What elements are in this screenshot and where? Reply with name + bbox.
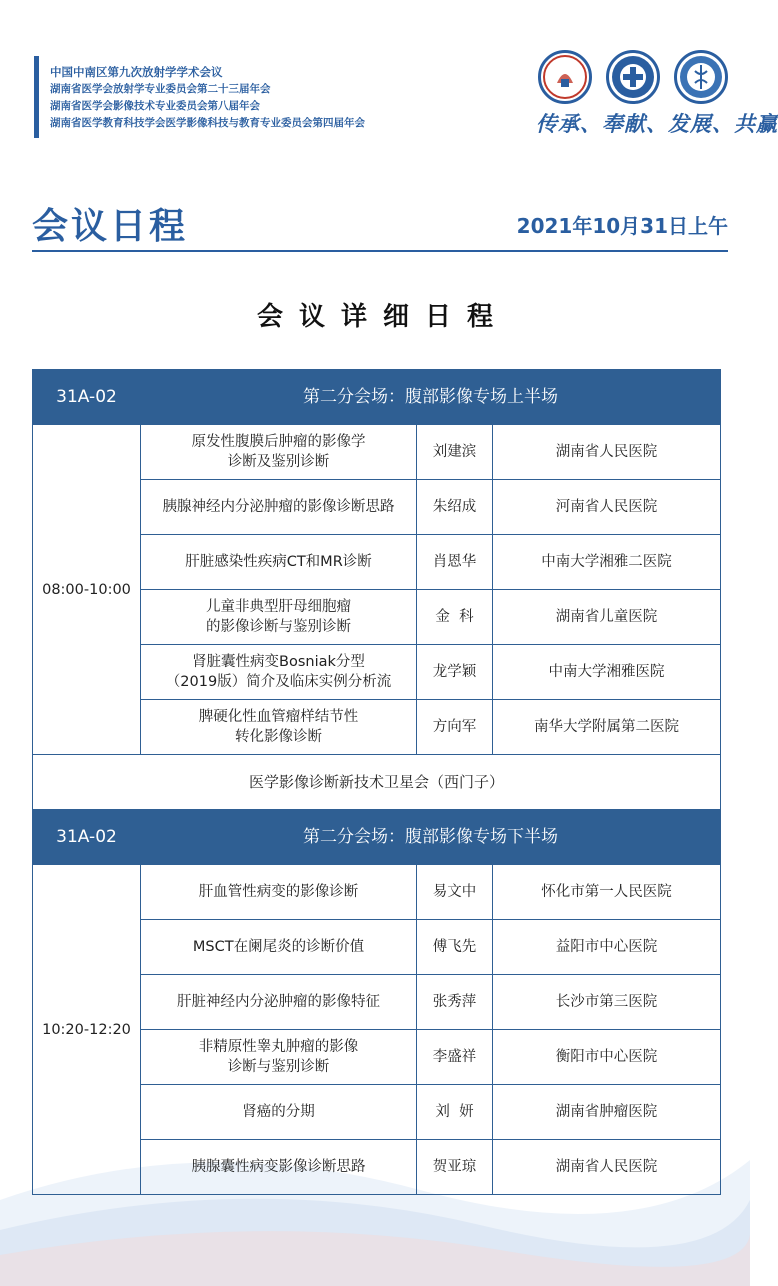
title-divider [32,250,728,252]
session-code: 31A-02 [33,810,141,865]
talk-title-text: 肾脏囊性病变Bosniak分型 （2019版）简介及临床实例分析流 [165,654,392,690]
talk-speaker: 张秀萍 [417,975,493,1030]
schedule-table [32,369,721,1195]
schedule-date: 2021年10月31日上午 [516,214,728,238]
conference-subline-2: 湖南省医学会影像技术专业委员会第八届年会 [50,100,260,112]
talk-title-text: 胰腺囊性病变影像诊断思路 [191,1159,366,1175]
section-title: 会议详细日程 [256,302,509,332]
talk-title [141,480,417,535]
talk-hospital: 衡阳市中心医院 [493,1030,721,1085]
talk-hospital: 湖南省儿童医院 [493,590,721,645]
talk-hospital: 中南大学湘雅二医院 [493,535,721,590]
session-header-row [33,810,721,865]
medical-logo-icon [606,50,660,104]
talk-speaker: 刘建滨 [417,425,493,480]
talk-speaker: 龙学颖 [417,645,493,700]
talk-title [141,1085,417,1140]
talk-hospital: 南华大学附属第二医院 [493,700,721,755]
session-code: 31A-02 [33,370,141,425]
talk-title-text: 原发性腹膜后肿瘤的影像学 诊断及鉴别诊断 [191,434,366,470]
talk-title-text: 肝血管性病变的影像诊断 [198,884,359,900]
talk-hospital: 湖南省肿瘤医院 [493,1085,721,1140]
conference-subline-3: 湖南省医学教育科技学会医学影像科技与教育专业委员会第四届年会 [50,117,365,129]
slogan: 传承、奉献、发展、共赢 [536,111,778,136]
talk-title-text: 非精原性睾丸肿瘤的影像 诊断与鉴别诊断 [198,1039,359,1075]
conference-header [50,64,365,132]
logo-group [536,50,736,108]
talk-title [141,425,417,480]
talk-title-text: 脾硬化性血管瘤样结节性 转化影像诊断 [198,709,359,745]
talk-hospital: 益阳市中心医院 [493,920,721,975]
table-row [33,425,721,480]
break-event: 医学影像诊断新技术卫星会（西门子） [33,755,721,810]
talk-title-text: 肝脏感染性疾病CT和MR诊断 [185,554,372,570]
talk-hospital: 河南省人民医院 [493,480,721,535]
talk-speaker: 肖恩华 [417,535,493,590]
talk-title-text: MSCT在阑尾炎的诊断价值 [192,939,365,955]
talk-title-text: 肝脏神经内分泌肿瘤的影像特征 [177,994,380,1010]
education-logo-icon [674,50,728,104]
header-accent-bar [34,56,39,138]
talk-title [141,535,417,590]
talk-title [141,865,417,920]
society-logo-icon [538,50,592,104]
talk-speaker: 傅飞先 [417,920,493,975]
talk-title [141,590,417,645]
talk-hospital: 中南大学湘雅医院 [493,645,721,700]
session-name: 第二分会场：腹部影像专场上半场 [141,370,721,425]
talk-speaker: 易文中 [417,865,493,920]
talk-title [141,1030,417,1085]
talk-title-text: 肾癌的分期 [242,1104,315,1120]
conference-subline-1: 湖南省医学会放射学专业委员会第二十三届年会 [50,83,271,95]
talk-title-text: 儿童非典型肝母细胞瘤 的影像诊断与鉴别诊断 [206,599,351,635]
session-header-row [33,370,721,425]
talk-hospital: 湖南省人民医院 [493,425,721,480]
talk-title [141,975,417,1030]
talk-title-text: 胰腺神经内分泌肿瘤的影像诊断思路 [162,499,395,515]
conference-name: 中国中南区第九次放射学学术会议 [50,65,223,79]
break-row [33,755,721,810]
talk-title [141,920,417,975]
talk-speaker: 刘 妍 [417,1085,493,1140]
session-name: 第二分会场：腹部影像专场下半场 [141,810,721,865]
talk-speaker: 李盛祥 [417,1030,493,1085]
talk-speaker: 金 科 [417,590,493,645]
talk-title [141,645,417,700]
talk-speaker: 方向军 [417,700,493,755]
session-time: 08:00-10:00 [33,425,141,755]
page-title: 会议日程 [32,206,189,247]
talk-hospital: 湖南省人民医院 [493,1140,721,1195]
talk-hospital: 长沙市第三医院 [493,975,721,1030]
talk-title [141,1140,417,1195]
session-time: 10:20-12:20 [33,865,141,1195]
talk-speaker: 贺亚琼 [417,1140,493,1195]
talk-speaker: 朱绍成 [417,480,493,535]
table-row [33,865,721,920]
talk-hospital: 怀化市第一人民医院 [493,865,721,920]
talk-title [141,700,417,755]
